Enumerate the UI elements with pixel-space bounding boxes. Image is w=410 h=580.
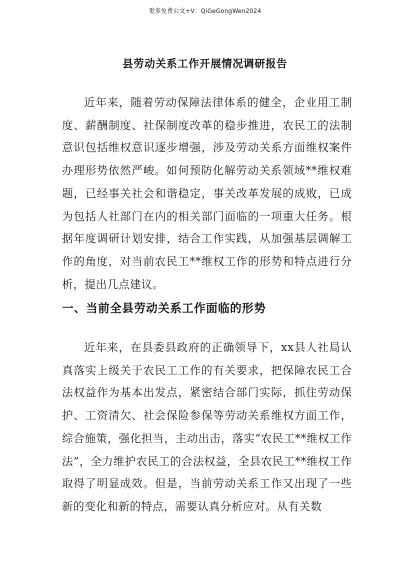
- section-heading: 一、当前全县劳动关系工作面临的形势: [62, 301, 266, 315]
- section-paragraph: 近年来，在县委县政府的正确领导下，xx县人社局认真落实上级关于农民工工作的有关要求，把保障农民工合法权益作为基本出发点，紧密结合部门实际，抓住劳动保护、工资清欠、社会保险参保等劳动关系维权方面工作，综合施策，强化担当，主动出击，落实“农民工**维权工作法”，全力维护农民工的合法权益，全县农民工**维权工作取得了明显成效。但是，当前劳动关系工作又出现了一些新的变化和新的特点，需要认真分析应对。从有关数: [62, 341, 352, 513]
- document-title: 县劳动关系工作开展情况调研报告: [122, 58, 288, 70]
- header-note: 更多免费公文+V：QiGeGongWen2024: [148, 8, 262, 15]
- intro-paragraph: 近年来，随着劳动保障法律体系的健全，企业用工制度、薪酬制度、社保制度改革的稳步推进，农民工的法制意识包括维权意识逐步增强，涉及劳动关系方面维权案件办理形势依然严峻。如何预防化解劳动关系领域**维权难题，已经事关社会和谐稳定，事关改革发展的成败，已成为包括人社部门在内的相关部门面临的一项重大任务。根据年度调研计划安排，结合工作实践，从加强基层调解工作的角度，对当前农民工**维权工作的形势和特点进行分析，提出几点建议。: [62, 96, 352, 291]
